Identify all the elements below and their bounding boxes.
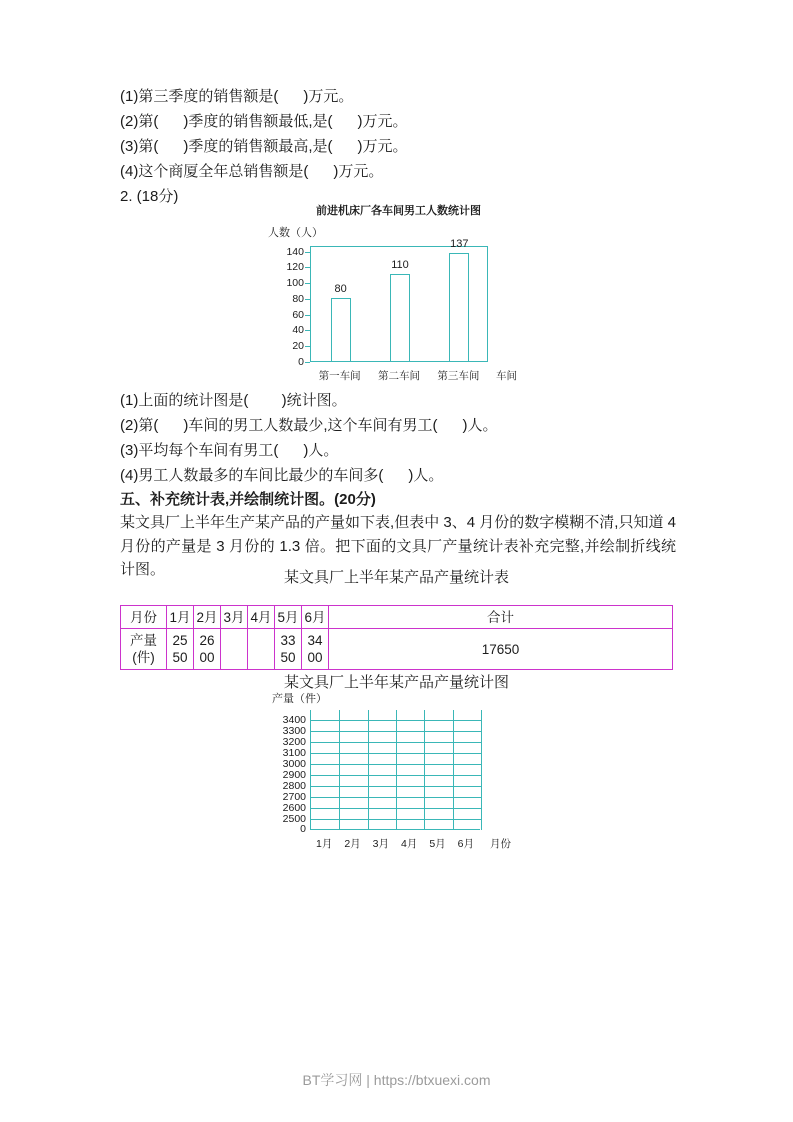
bar-value-label: 137 [450, 237, 469, 250]
question-line-4: (4)这个商厦全年总销售额是( )万元。 [120, 163, 384, 180]
y-tick-label: 60 [292, 308, 304, 321]
table-value-cell: 3350 [275, 629, 302, 670]
y-tick-mark [305, 267, 310, 268]
y-tick-label: 3300 [282, 725, 306, 737]
table-header-cell: 5月 [275, 606, 302, 629]
bar [390, 274, 410, 361]
x-category-label: 5月 [429, 838, 446, 850]
section-5-paragraph: 某文具厂上半年生产某产品的产量如下表,但表中 3、4 月份的数字模糊不清,只知道 4 月份的产量是 3 月份的 1.3 倍。把下面的文具厂产量统计表补充完整,并绘制折线统计图。 [120, 514, 681, 578]
x-axis-label: 月份 [490, 838, 511, 850]
bar-chart-plot-area [310, 237, 488, 362]
table-header-cell: 6月 [302, 606, 329, 629]
bar [449, 253, 469, 361]
y-tick-label: 140 [286, 245, 304, 258]
bar-value-label: 80 [334, 282, 347, 295]
table-header-cell: 合计 [329, 606, 673, 629]
table-value-cell: 2600 [194, 629, 221, 670]
table-value-cell [248, 629, 275, 670]
bar-chart [266, 202, 531, 388]
table-header-cell: 2月 [194, 606, 221, 629]
production-table-title: 某文具厂上半年某产品产量统计表 [283, 569, 509, 586]
x-category-label: 第一车间 [318, 370, 361, 382]
y-tick-label: 2700 [282, 791, 306, 803]
y-tick-label: 2800 [282, 780, 306, 792]
x-category-label: 6月 [457, 838, 474, 850]
line-chart-grid [260, 690, 550, 860]
x-category-label: 4月 [400, 838, 418, 850]
section-5-heading: 五、补充统计表,并绘制统计图。(20分) [120, 491, 376, 508]
table-header-cell: 月份 [121, 606, 167, 629]
table-total-cell: 17650 [329, 629, 673, 670]
table-header-cell: 3月 [221, 606, 248, 629]
table-value-cell [221, 629, 248, 670]
y-tick-label: 2900 [282, 769, 306, 781]
y-tick-label: 100 [286, 277, 304, 290]
line-chart-plot-area [310, 710, 480, 830]
y-tick-label: 3100 [282, 747, 306, 759]
footer [0, 1070, 793, 1090]
y-tick-label: 20 [292, 340, 304, 353]
question-line-4: (4)男工人数最多的车间比最少的车间多( )人。 [120, 467, 444, 484]
table-value-cell: 2550 [167, 629, 194, 670]
y-tick-mark [305, 330, 310, 331]
x-category-label: 1月 [315, 838, 333, 850]
grid-vline [368, 710, 369, 830]
bar-chart-title: 前进机床厂各车间男工人数统计图 [316, 205, 481, 217]
line-chart-y-axis-label: 产量（件） [272, 693, 327, 705]
bar [331, 298, 351, 361]
grid-vline [453, 710, 454, 830]
question-line-1: (1)上面的统计图是( )统计图。 [120, 392, 347, 409]
y-tick-label: 2500 [282, 813, 306, 825]
grid-vline [424, 710, 425, 830]
y-tick-label: 3200 [282, 736, 306, 748]
table-header-cell: 1月 [167, 606, 194, 629]
question-line-2: (2)第( )车间的男工人数最少,这个车间有男工( )人。 [120, 417, 498, 434]
grid-vline [339, 710, 340, 830]
production-table [120, 605, 673, 670]
x-axis-label: 车间 [496, 370, 517, 382]
bar-chart-y-axis-label: 人数（人） [268, 227, 323, 239]
line-chart-title: 某文具厂上半年某产品产量统计图 [283, 674, 509, 691]
table-header-cell: 4月 [248, 606, 275, 629]
grid-vline [481, 710, 482, 830]
footer-site-link[interactable]: BT学习网 | https://btxuexi.com [302, 1072, 491, 1088]
y-tick-label: 0 [300, 823, 306, 835]
y-tick-label: 3400 [282, 714, 306, 726]
y-tick-mark [305, 283, 310, 284]
questions-block-1 [120, 84, 682, 209]
x-category-label: 3月 [372, 838, 389, 850]
y-tick-mark [305, 299, 310, 300]
question-line-3: (3)第( )季度的销售额最高,是( )万元。 [120, 138, 408, 155]
y-tick-label: 80 [292, 292, 304, 305]
x-category-label: 第二车间 [378, 370, 420, 382]
x-category-label: 第三车间 [437, 370, 480, 382]
question-line-3: (3)平均每个车间有男工( )人。 [120, 442, 339, 459]
question-number-2: 2. (18分) [120, 188, 179, 205]
question-line-2: (2)第( )季度的销售额最低,是( )万元。 [120, 113, 408, 130]
questions-block-2 [120, 388, 682, 488]
y-tick-mark [305, 315, 310, 316]
y-tick-mark [305, 346, 310, 347]
table-row-label-cell: 产量(件) [121, 629, 167, 670]
y-tick-label: 120 [286, 261, 304, 274]
y-tick-label: 40 [292, 324, 304, 337]
table-value-cell: 3400 [302, 629, 329, 670]
x-category-label: 2月 [344, 838, 361, 850]
y-tick-label: 2600 [282, 802, 306, 814]
y-tick-mark [305, 252, 310, 253]
y-tick-label: 3000 [282, 758, 306, 770]
grid-vline [396, 710, 397, 830]
question-line-1: (1)第三季度的销售额是( )万元。 [120, 88, 354, 105]
y-tick-mark [305, 362, 310, 363]
bar-value-label: 110 [391, 259, 409, 272]
y-tick-label: 0 [298, 356, 304, 368]
